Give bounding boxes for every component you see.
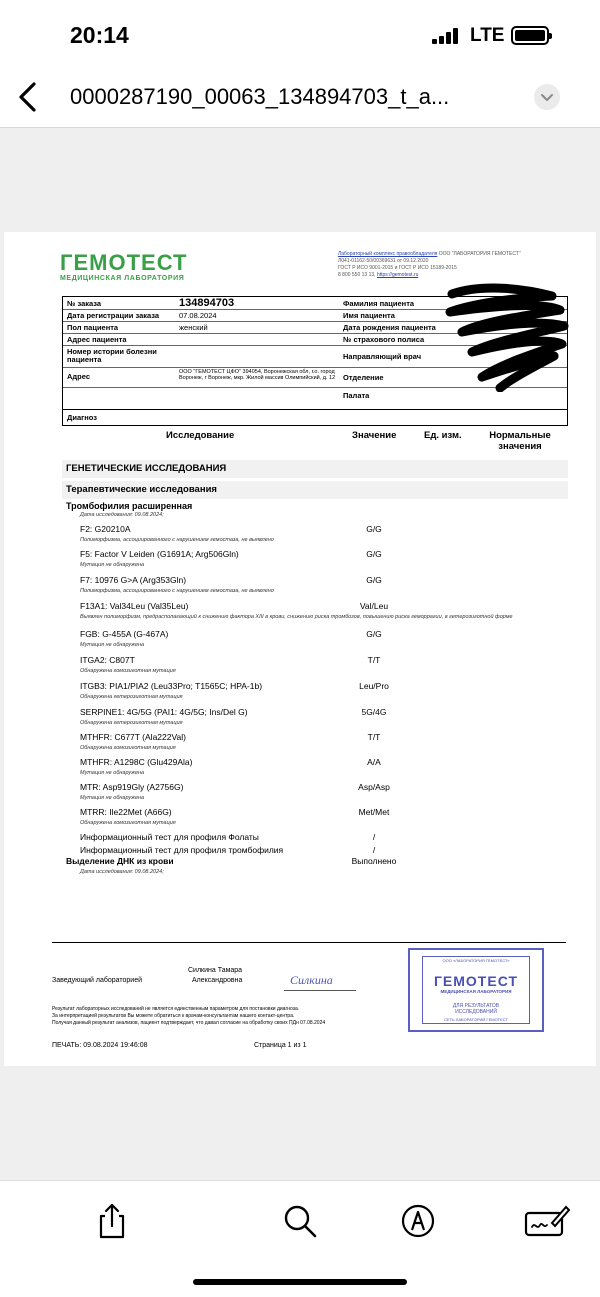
surname-label: Фамилия пациента: [343, 299, 415, 308]
lab-link[interactable]: Лабораторный комплекс правообладателя: [338, 251, 438, 257]
dna-name: Выделение ДНК из крови: [66, 856, 174, 866]
result-name: F13A1: Val34Leu (Val35Leu): [80, 601, 189, 611]
footer-divider: [52, 942, 566, 943]
document-viewer[interactable]: [0, 128, 600, 1180]
result-name: FGB: G-455A (G-467A): [80, 629, 169, 639]
result-name: ITGA2: C807T: [80, 655, 135, 665]
subsection-header: Терапевтические исследования: [62, 481, 568, 499]
result-note: Мутация не обнаружена: [80, 562, 145, 568]
head-label: Заведующий лабораторией: [52, 977, 142, 984]
lab-info: Лабораторный комплекс правообладателя ООО "ЛАБОРАТОРИЯ ГЕМОТЕСТ" Л041-01162-50/00369631 от 09.12.2020 ГОСТ Р ИСО 9001-2015 и ГОСТ Р ИСО 15189-2015 8 800 550 13 13, https://gemotest.ru: [338, 251, 521, 278]
result-note: Полиморфизма, ассоциированного с нарушением гемостаза, не выявлено: [80, 588, 274, 594]
disclaimer-3: Получая данный результат анализов, пациент подтверждает, что давал согласие на обработку своих ПДн 07.08.2024: [52, 1020, 326, 1026]
result-value: T/T: [367, 732, 381, 742]
result-name: MTHFR: A1298C (Glu429Ala): [80, 757, 193, 767]
file-title: 0000287190_00063_134894703_t_a...: [70, 84, 450, 109]
dna-value: Выполнено: [351, 856, 397, 866]
dna-date: Дата исследования: 09.08.2024;: [80, 869, 164, 875]
dob-label: Дата рождения пациента: [343, 323, 436, 332]
order-no-label: № заказа: [67, 299, 102, 308]
sex-value: женский: [179, 323, 208, 332]
network-label: LTE: [470, 25, 505, 46]
result-value: T/T: [367, 655, 381, 665]
col-normal: Нормальные значения: [489, 430, 551, 452]
bottom-toolbar: [0, 1180, 600, 1297]
result-name: F5: Factor V Leiden (G1691A; Arg506Gln): [80, 549, 239, 559]
lab-stamp: ООО «ЛАБОРАТОРИЯ ГЕМОТЕСТ» ГЕМОТЕСТ МЕДИЦИНСКАЯ ЛАБОРАТОРИЯ ДЛЯ РЕЗУЛЬТАТОВ ИССЛЕДОВАНИЙ СЕТЬ ЛАБОРАТОРИЙ ГЕМОТЕСТ: [408, 948, 544, 1032]
clock: 20:14: [70, 22, 129, 48]
name-label: Имя пациента: [343, 311, 395, 320]
result-value: Val/Leu: [359, 601, 389, 611]
info-test-value: /: [372, 832, 376, 842]
col-value: Значение: [352, 430, 397, 441]
result-name: ITGB3: PIA1/PIA2 (Leu33Pro; T1565C; HPA-1b): [80, 681, 263, 691]
address-label: Адрес пациента: [67, 335, 127, 344]
result-note: Выявлен полиморфизм, предрасполагающий к снижению фактора XIII в крови, снижению риска тромбозов, повышению риска геморрагии, в гетерозиготной форме: [80, 614, 513, 620]
status-bar: [0, 0, 600, 70]
result-note: Обнаружена гомозиготная мутация: [80, 745, 176, 751]
result-name: SERPINE1: 4G/5G (PAI1: 4G/5G; Ins/Del G): [80, 707, 248, 717]
ward-label: Палата: [343, 391, 370, 400]
addr2-value: ООО "ГЕМОТЕСТ ЦФО" 394054, Воронежская обл, г.о. город Воронеж, г Воронеж, мкр. Жилой массив Олимпийский, д. 12: [179, 369, 336, 381]
result-name: MTR: Asp919Gly (A2756G): [80, 782, 184, 792]
gemotest-logo: ГЕМОТЕСТ МЕДИЦИНСКАЯ ЛАБОРАТОРИЯ: [60, 250, 188, 282]
policy-label: № страхового полиса: [343, 335, 425, 344]
result-note: Обнаружена гетерозиготная мутация: [80, 720, 183, 726]
head-name-2: Александровна: [192, 977, 243, 984]
redaction-scribble: [442, 282, 572, 392]
diagnosis-row: Диагноз: [62, 410, 568, 426]
sex-label: Пол пациента: [67, 323, 119, 332]
result-value: Met/Met: [358, 807, 390, 817]
result-value: Asp/Asp: [358, 782, 390, 792]
markup-icon[interactable]: [398, 1201, 438, 1241]
doctor-label: Направляющий врач: [343, 352, 422, 361]
result-note: Полиморфизма, ассоциированного с нарушением гемостаза, не выявлено: [80, 537, 274, 543]
info-test-name: Информационный тест для профиля тромбофилия: [80, 845, 284, 855]
reg-date-label: Дата регистрации заказа: [67, 311, 160, 320]
history-label: Номер истории болезни пациента: [67, 347, 157, 364]
result-value: 5G/4G: [361, 707, 387, 717]
order-no: 134894703: [179, 297, 235, 309]
group-title: Тромбофилия расширенная: [66, 501, 193, 511]
group-date: Дата исследования: 09.08.2024;: [80, 512, 164, 518]
info-test-name: Информационный тест для профиля Фолаты: [80, 832, 259, 842]
result-value: A/A: [367, 757, 381, 767]
home-indicator: [193, 1279, 407, 1285]
result-note: Обнаружена гетерозиготная мутация: [80, 694, 183, 700]
result-note: Мутация не обнаружена: [80, 642, 145, 648]
result-value: G/G: [366, 575, 382, 585]
back-chevron-icon[interactable]: [14, 80, 44, 114]
dept-label: Отделение: [343, 373, 384, 382]
result-note: Мутация не обнаружена: [80, 770, 145, 776]
chevron-down-icon[interactable]: [534, 84, 560, 110]
result-value: G/G: [366, 524, 382, 534]
website-link[interactable]: https://gemotest.ru: [376, 272, 419, 278]
addr2-label: Адрес: [67, 372, 91, 381]
disclaimer-1: Результат лабораторных исследований не является единственным параметром для постановки диагноза.: [52, 1006, 300, 1012]
result-name: MTRR: Ile22Met (A66G): [80, 807, 172, 817]
disclaimer-2: За интерпретацией результатов Вы можете обратиться к врачам-консультантам нашего контакт-центра.: [52, 1013, 295, 1019]
print-date: ПЕЧАТЬ: 09.08.2024 19:46:08: [52, 1042, 148, 1049]
result-note: Обнаружена гомозиготная мутация: [80, 668, 176, 674]
info-test-value: /: [372, 845, 376, 855]
share-icon[interactable]: [92, 1201, 132, 1241]
result-name: MTHFR: C677T (Ala222Val): [80, 732, 186, 742]
signature: Силкина: [290, 973, 333, 987]
sign-icon[interactable]: [524, 1201, 570, 1241]
pdf-page: [4, 232, 596, 1066]
search-icon[interactable]: [280, 1201, 320, 1241]
section-header: ГЕНЕТИЧЕСКИЕ ИССЛЕДОВАНИЯ: [62, 460, 568, 478]
result-name: F7: 10976 G>A (Arg353Gln): [80, 575, 187, 585]
result-note: Мутация не обнаружена: [80, 795, 145, 801]
battery-icon: [511, 26, 549, 45]
result-name: F2: G20210A: [80, 524, 131, 534]
result-value: Leu/Pro: [359, 681, 389, 691]
page-number: Страница 1 из 1: [254, 1042, 307, 1049]
nav-bar: [0, 70, 600, 128]
col-study: Исследование: [166, 430, 235, 441]
result-note: Обнаружена гомозиготная мутация: [80, 820, 176, 826]
head-name-1: Силкина Тамара: [188, 967, 243, 974]
result-value: G/G: [366, 549, 382, 559]
result-value: G/G: [366, 629, 382, 639]
col-unit: Ед. изм.: [424, 430, 462, 441]
reg-date: 07.08.2024: [179, 311, 217, 320]
signal-icon: [432, 28, 460, 44]
